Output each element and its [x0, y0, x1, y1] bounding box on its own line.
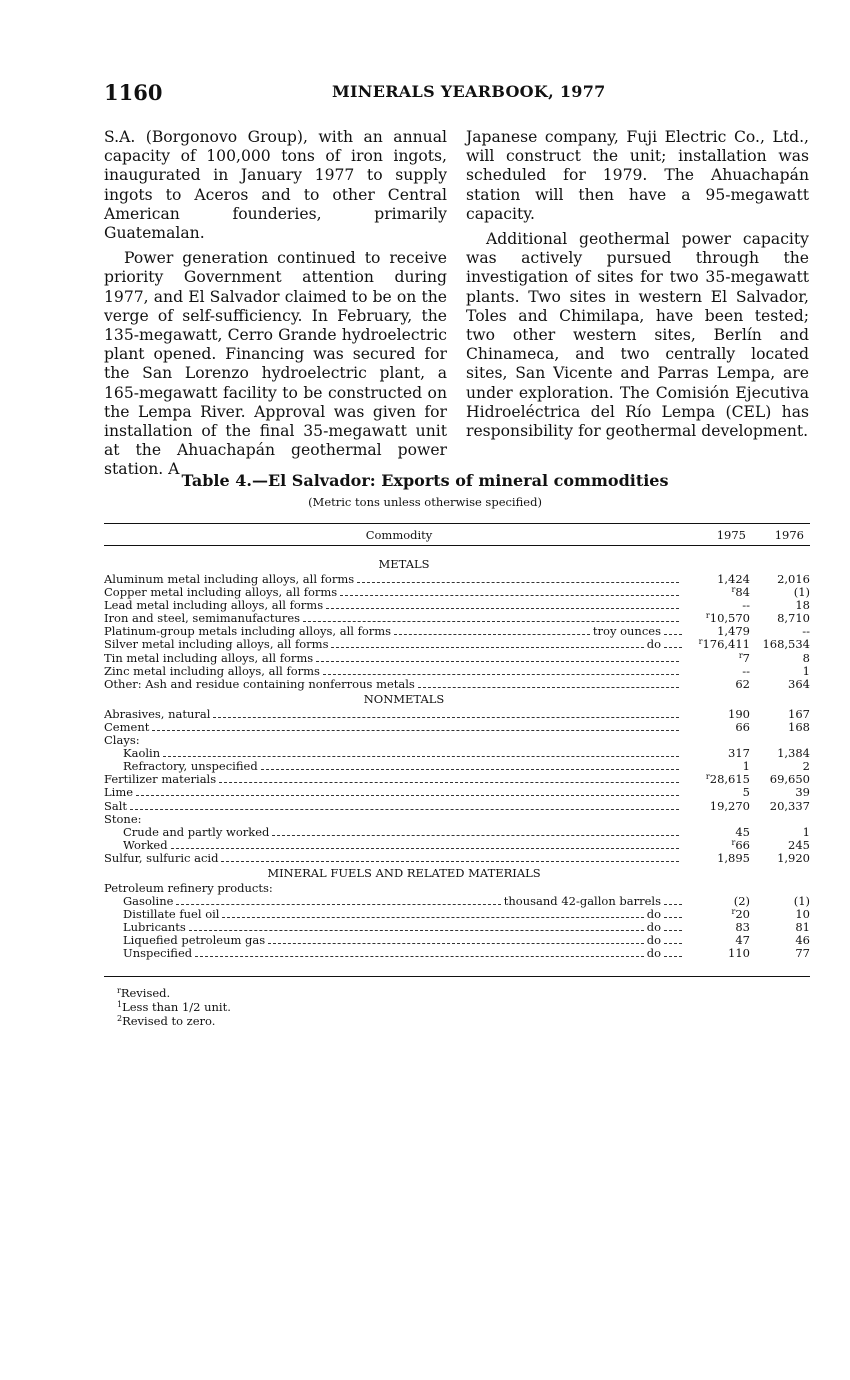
value-1976: (1): [793, 585, 810, 600]
value-1976: 20,337: [769, 798, 810, 813]
table-row: [104, 800, 810, 813]
value-1976: 1: [802, 663, 810, 678]
row-label: Tin metal including alloys, all forms: [104, 651, 314, 665]
row-label: Kaolin: [123, 747, 161, 761]
value-1976: 364: [788, 676, 810, 691]
table-row: [104, 573, 810, 586]
value-1975: 20: [735, 907, 750, 922]
value-1975: 66: [735, 719, 750, 734]
revised-mark: r: [731, 837, 736, 847]
table-row: [104, 708, 810, 721]
table-row: [104, 921, 810, 934]
left-column: [104, 128, 447, 480]
table-row: [104, 599, 810, 612]
value-1976: 39: [795, 785, 810, 800]
section-label: NONMETALS: [363, 691, 445, 706]
row-label: Salt: [104, 799, 128, 813]
row-label: Stone:: [104, 812, 142, 826]
value-1975: 317: [728, 746, 750, 761]
table-top-rule: [104, 523, 810, 524]
row-label: Lubricants: [123, 921, 186, 935]
row-label: Iron and steel, semimanufactures: [104, 612, 301, 626]
value-1975: 1: [742, 759, 750, 774]
value-1975: 1,479: [717, 624, 750, 639]
value-1975: 45: [735, 824, 750, 839]
value-1976: 69,650: [769, 772, 810, 787]
value-1975: 1,424: [717, 572, 750, 586]
row-label: Lead metal including alloys, all forms: [104, 599, 324, 613]
section-label: METALS: [378, 557, 430, 571]
right-column: [466, 128, 809, 441]
table-row: [104, 721, 810, 734]
footnote-1: $^1$Less than 1/2 unit.: [117, 1000, 231, 1014]
table-row: [104, 786, 810, 799]
value-1975: 5: [742, 785, 750, 800]
table-row: [104, 895, 810, 908]
row-label: Aluminum metal including alloys, all forms: [104, 573, 355, 586]
value-1976: 2: [802, 759, 810, 774]
value-1976: 81: [795, 920, 810, 935]
value-1976: --: [802, 624, 810, 639]
row-label: Fertilizer materials: [104, 773, 217, 787]
value-1976: 8: [802, 650, 810, 665]
table-row: [104, 747, 810, 760]
revised-mark: r: [705, 772, 710, 782]
table-row: [104, 852, 810, 865]
value-1976: 1: [802, 824, 810, 839]
revised-mark: r: [731, 907, 736, 917]
value-1976: 18: [795, 598, 810, 613]
table-footnotes: [117, 986, 231, 1028]
value-1976: 1,384: [777, 746, 810, 761]
paragraph: Power generation continued to receive priority Government attention during 1977, and El Salvador claimed to be on the verge of self-sufficiency. In February, the 135-megawatt, Cerro Grande hydroelectric plant opened. Financing was secured for the San Lorenzo hydroelectric plant, a 165-megawatt facility to be constructed on the Lempa River. Approval was given for installation of the final 35-megawatt unit at the Ahuachapán geothermal power station. A: [104, 249, 447, 479]
table-bottom-rule: [104, 976, 810, 977]
value-1975: 110: [728, 946, 750, 961]
row-label: Zinc metal including alloys, all forms: [104, 664, 320, 678]
paragraph: Japanese company, Fuji Electric Co., Ltd., will construct the unit; installation was scheduled for 1979. The Ahuachapán station will then have a 95-megawatt capacity.: [466, 128, 809, 223]
row-label: Worked: [123, 838, 168, 852]
row-label: Sulfur, sulfuric acid: [104, 851, 219, 865]
row-label: Copper metal including alloys, all forms: [104, 586, 338, 600]
row-label: Refractory, unspecified: [123, 760, 258, 774]
value-1975: 28,615: [709, 772, 750, 787]
table-row: [104, 760, 810, 773]
value-1976: 77: [795, 946, 810, 961]
paragraph: S.A. (Borgonovo Group), with an annual capacity of 100,000 tons of iron ingots, inaugurated in January 1977 to supply ingots to Aceros and to other Central American founderies, primarily Guatemalan.: [104, 128, 447, 243]
table-row: [104, 826, 810, 839]
table-row: [104, 638, 810, 651]
value-1976: (1): [793, 894, 810, 909]
row-label: Abrasives, natural: [104, 707, 211, 721]
table-subtitle: (Metric tons unless otherwise specified): [308, 495, 542, 509]
value-1976: 10: [795, 907, 810, 922]
revised-mark: r: [698, 637, 703, 647]
revised-mark: r: [731, 585, 736, 595]
unit-label: do: [646, 934, 661, 948]
row-label: Liquefied petroleum gas: [123, 934, 266, 948]
paragraph: Additional geothermal power capacity was actively pursued through the investigation of sites for two 35-megawatt plants. Two sites in western El Salvador, Toles and Chimilapa, have been tested; two other western sites, Berlín and Chinameca, and two centrally located sites, San Vicente and Parras Lempa, are under exploration. The Comisión Ejecutiva Hidroeléctrica del Río Lempa (CEL) has responsibility for geothermal development.: [466, 230, 809, 441]
row-label: Silver metal including alloys, all forms: [104, 638, 329, 652]
value-1975: --: [742, 663, 750, 678]
row-label: Unspecified: [123, 947, 193, 961]
revised-mark: r: [738, 650, 743, 660]
table-row: [104, 839, 810, 852]
section-heading: [104, 691, 810, 708]
value-1976: 2,016: [777, 572, 810, 586]
table-row: [104, 612, 810, 625]
footnote-2: $^2$Revised to zero.: [117, 1014, 216, 1028]
page-number: 1160: [104, 80, 163, 105]
revised-mark: r: [705, 611, 710, 621]
value-1975: 190: [728, 706, 750, 721]
value-1975: (2): [733, 894, 750, 909]
table-row: [104, 882, 810, 895]
value-1976: 46: [795, 933, 810, 948]
row-label: Crude and partly worked: [123, 825, 270, 839]
table-row: [104, 947, 810, 960]
value-1976: 245: [788, 837, 810, 852]
body-text: [104, 128, 810, 479]
section-heading: [104, 865, 810, 882]
row-label: Platinum-group metals including alloys, all forms: [104, 625, 392, 639]
unit-label: do: [646, 638, 661, 652]
value-1975: 66: [735, 837, 750, 852]
value-1975: 1,895: [717, 850, 750, 865]
row-label: Gasoline: [123, 895, 174, 909]
value-1975: 10,570: [709, 611, 750, 626]
unit-label: do: [646, 908, 661, 922]
row-label: Clays:: [104, 734, 140, 748]
table-row: [104, 652, 810, 665]
section-label: MINERAL FUELS AND RELATED MATERIALS: [267, 865, 541, 880]
row-label: Other: Ash and residue containing nonferrous metals: [104, 677, 415, 691]
table-row: [104, 665, 810, 678]
value-1976: 1,920: [777, 850, 810, 865]
table-row: [104, 934, 810, 947]
table-row: [104, 773, 810, 786]
table-row: [104, 908, 810, 921]
column-header-commodity: Commodity: [365, 528, 433, 542]
page-header: [104, 80, 810, 106]
value-1975: 83: [735, 920, 750, 935]
value-1976: 168: [788, 719, 810, 734]
column-header-1975: 1975: [716, 528, 746, 542]
value-1975: 19,270: [709, 798, 750, 813]
unit-label: troy ounces: [592, 625, 661, 639]
table-title: Table 4.—El Salvador: Exports of mineral commodities: [181, 471, 669, 490]
exports-table: [104, 521, 810, 979]
unit-label: thousand 42-gallon barrels: [503, 895, 661, 909]
value-1975: 62: [735, 676, 750, 691]
table-header-rule: [104, 545, 810, 546]
footnote-revised: $^r$Revised.: [117, 986, 171, 1000]
table-row: [104, 813, 810, 826]
value-1975: 176,411: [702, 637, 750, 652]
table-row: [104, 586, 810, 599]
running-title: MINERALS YEARBOOK, 1977: [332, 82, 606, 101]
value-1975: 7: [742, 650, 750, 665]
table-body: [104, 556, 810, 961]
value-1975: 84: [735, 585, 750, 600]
row-label: Lime: [104, 786, 134, 800]
row-label: Petroleum refinery products:: [104, 881, 273, 895]
unit-label: do: [646, 947, 661, 961]
value-1976: 8,710: [777, 611, 810, 626]
value-1975: 47: [735, 933, 750, 948]
value-1976: 168,534: [762, 637, 810, 652]
table-row: [104, 678, 810, 691]
value-1976: 167: [788, 706, 810, 721]
unit-label: do: [646, 921, 661, 935]
row-label: Cement: [104, 720, 150, 734]
table-row: [104, 734, 810, 747]
value-1975: --: [742, 598, 750, 613]
row-label: Distillate fuel oil: [123, 908, 220, 922]
section-heading: [104, 556, 810, 573]
column-header-1976: 1976: [774, 528, 804, 542]
